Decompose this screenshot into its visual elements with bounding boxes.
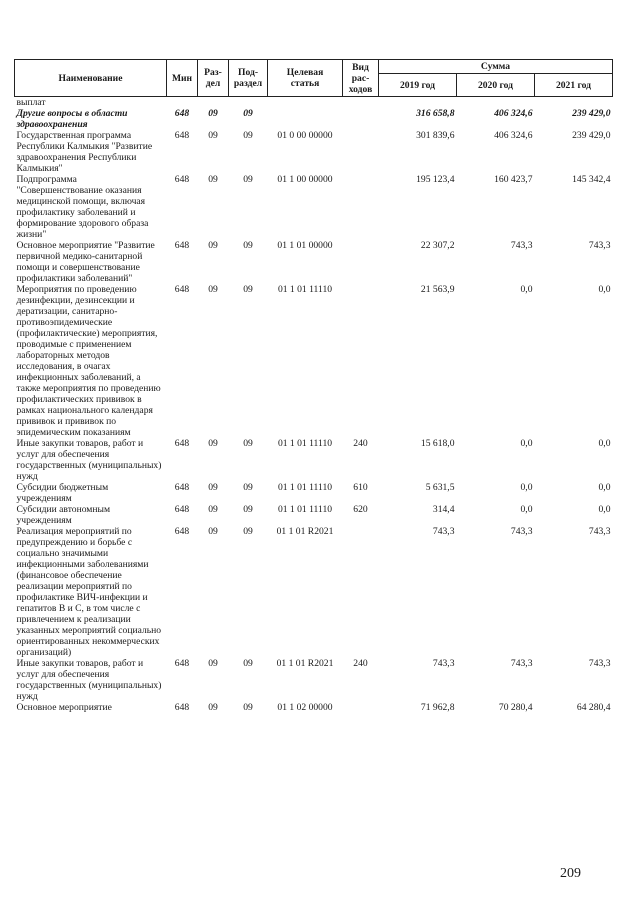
row-vid-rashodov: 610 [353,482,368,493]
col-header-name: Наименование [15,60,167,97]
row-sum-2021: 0,0 [598,482,611,493]
table-row [15,658,613,702]
row-sum-2019: 301 839,6 [416,130,455,141]
row-celevaya-statya: 01 1 01 11110 [277,438,333,449]
row-podrazdel: 09 [243,526,253,537]
row-razdel [198,97,229,109]
row-sum-2021 [535,97,613,109]
row-sum-2021: 64 280,4 [576,702,611,713]
row-vid-rashodov: 620 [353,504,368,515]
row-sum-2020: 743,3 [510,658,533,669]
row-min: 648 [174,702,190,713]
row-podrazdel: 09 [243,482,253,493]
row-sum-2019: 15 618,0 [420,438,455,449]
table-row [15,504,613,526]
row-vid-rashodov [343,702,379,713]
row-celevaya-statya [268,97,343,109]
row-razdel: 09 [208,240,218,251]
row-celevaya-statya [268,108,343,130]
row-min: 648 [174,130,190,141]
row-min: 648 [174,504,190,515]
row-celevaya-statya: 01 1 01 R2021 [276,526,334,537]
row-sum-2021: 145 342,4 [572,174,611,185]
row-name: Иные закупки товаров, работ и услуг для обеспечения государственных (муниципальных) нужд [16,438,162,482]
col-header-podrazdel: Под- раздел [229,60,268,97]
row-sum-2019: 314,4 [432,504,455,515]
table-row [15,526,613,658]
table-row [15,702,613,713]
row-sum-2021: 239 429,0 [572,108,611,119]
row-razdel: 09 [208,504,218,515]
row-vid-rashodov: 240 [353,438,368,449]
row-name: Субсидии автономным учреждениям [16,504,111,526]
row-min: 648 [174,526,190,537]
row-sum-2021: 0,0 [598,284,611,295]
row-vid-rashodov [343,108,379,130]
row-razdel: 09 [208,658,218,669]
row-podrazdel: 09 [243,108,253,119]
table-row [15,482,613,504]
row-sum-2020: 0,0 [520,504,533,515]
row-podrazdel: 09 [243,284,253,295]
row-name: Субсидии бюджетным учреждениям [16,482,109,504]
row-vid-rashodov [343,97,379,109]
row-sum-2020: 743,3 [510,240,533,251]
row-podrazdel: 09 [243,658,253,669]
row-celevaya-statya: 01 1 01 11110 [277,482,333,493]
row-razdel: 09 [208,130,218,141]
row-sum-2020 [457,97,535,109]
row-sum-2020: 406 324,6 [494,108,533,119]
row-podrazdel: 09 [243,438,253,449]
row-razdel: 09 [208,174,218,185]
table-row [15,174,613,240]
col-header-vid: Вид рас- ходов [343,60,379,97]
row-sum-2020: 70 280,4 [498,702,533,713]
table-row [15,240,613,284]
row-celevaya-statya: 01 0 00 00000 [277,130,333,141]
col-header-min: Мин [167,60,198,97]
row-min: 648 [174,658,190,669]
col-header-2021: 2021 год [535,74,613,97]
row-sum-2020: 0,0 [520,438,533,449]
row-celevaya-statya: 01 1 01 R2021 [276,658,334,669]
row-min: 648 [174,438,190,449]
row-sum-2019: 316 658,8 [416,108,455,119]
table-row [15,97,613,109]
row-podrazdel: 09 [243,130,253,141]
row-podrazdel: 09 [243,504,253,515]
row-celevaya-statya: 01 1 01 00000 [277,240,333,251]
col-header-razdel: Раз- дел [198,60,229,97]
row-razdel: 09 [208,702,218,713]
row-name: Мероприятия по проведению дезинфекции, дезинсекции и дератизации, санитарно-противоэпидемические (профилактические) мероприятия, проводимые с применением лабораторных методов исследования, в очагах инфекционных заболеваний, а также мероприятия по проведению профилактических прививок в рамках национального календаря прививок и прививок по эпидемическим показаниям [16,284,161,438]
row-sum-2019: 71 962,8 [420,702,455,713]
row-sum-2019: 743,3 [432,526,455,537]
col-header-summa: Сумма [379,60,613,74]
row-sum-2020: 743,3 [510,526,533,537]
row-sum-2020: 406 324,6 [494,130,533,141]
row-sum-2021: 743,3 [588,658,611,669]
row-sum-2019: 22 307,2 [420,240,455,251]
row-min: 648 [174,174,190,185]
row-name: Основное мероприятие "Развитие первичной медико-санитарной помощи и совершенствование профилактики заболеваний" [16,240,155,284]
row-sum-2020: 0,0 [520,284,533,295]
row-podrazdel: 09 [243,240,253,251]
row-min [167,97,198,109]
row-name: Подпрограмма "Совершенствование оказания медицинской помощи, включая профилактику заболеваний и формирование здорового образа жизни" [16,174,149,240]
page-number: 209 [560,866,581,881]
row-celevaya-statya: 01 1 02 00000 [277,702,333,713]
row-celevaya-statya: 01 1 01 11110 [277,284,333,295]
row-min: 648 [174,482,190,493]
row-razdel: 09 [208,284,218,295]
table-row [15,108,613,130]
row-podrazdel [229,97,268,109]
row-name: Основное мероприятие [16,702,112,713]
row-vid-rashodov: 240 [353,658,368,669]
row-min: 648 [174,284,190,295]
table-row [15,438,613,482]
row-razdel: 09 [208,526,218,537]
table-body [15,97,613,714]
row-razdel: 09 [208,438,218,449]
row-name: Реализация мероприятий по предупреждению и борьбе с социально значимыми инфекционными заболеваниями (финансовое обеспечение реализации мероприятий по профилактике ВИЧ-инфекции и гепатитов В и С, в том числе с привлечением к реализации указанных мероприятий социально ориентированных некоммерческих организаций) [16,526,162,658]
row-vid-rashodov [343,240,379,284]
row-vid-rashodov [343,130,379,174]
row-name: выплат [16,97,46,108]
row-sum-2021: 0,0 [598,438,611,449]
row-celevaya-statya: 01 1 01 11110 [277,504,333,515]
row-sum-2020: 160 423,7 [494,174,533,185]
row-sum-2019: 21 563,9 [420,284,455,295]
row-sum-2019: 195 123,4 [416,174,455,185]
row-vid-rashodov [343,284,379,438]
table-row [15,130,613,174]
row-name: Иные закупки товаров, работ и услуг для обеспечения государственных (муниципальных) нужд [16,658,162,702]
row-sum-2021: 0,0 [598,504,611,515]
row-min: 648 [174,240,190,251]
col-header-celevaya: Целевая статья [268,60,343,97]
row-sum-2021: 743,3 [588,240,611,251]
col-header-2019: 2019 год [379,74,457,97]
row-razdel: 09 [208,108,218,119]
row-name: Государственная программа Республики Калмыкия "Развитие здравоохранения Республики Калмыкия" [16,130,153,174]
budget-table [14,59,613,713]
row-name: Другие вопросы в области здравоохранения [16,108,128,130]
row-sum-2021: 239 429,0 [572,130,611,141]
row-sum-2019: 5 631,5 [425,482,455,493]
table-row [15,284,613,438]
row-podrazdel: 09 [243,702,253,713]
row-min: 648 [174,108,190,119]
row-podrazdel: 09 [243,174,253,185]
row-razdel: 09 [208,482,218,493]
row-vid-rashodov [343,174,379,240]
row-sum-2019: 743,3 [432,658,455,669]
row-sum-2020: 0,0 [520,482,533,493]
row-sum-2021: 743,3 [588,526,611,537]
row-vid-rashodov [343,526,379,658]
col-header-2020: 2020 год [457,74,535,97]
row-sum-2019 [379,97,457,109]
row-celevaya-statya: 01 1 00 00000 [277,174,333,185]
